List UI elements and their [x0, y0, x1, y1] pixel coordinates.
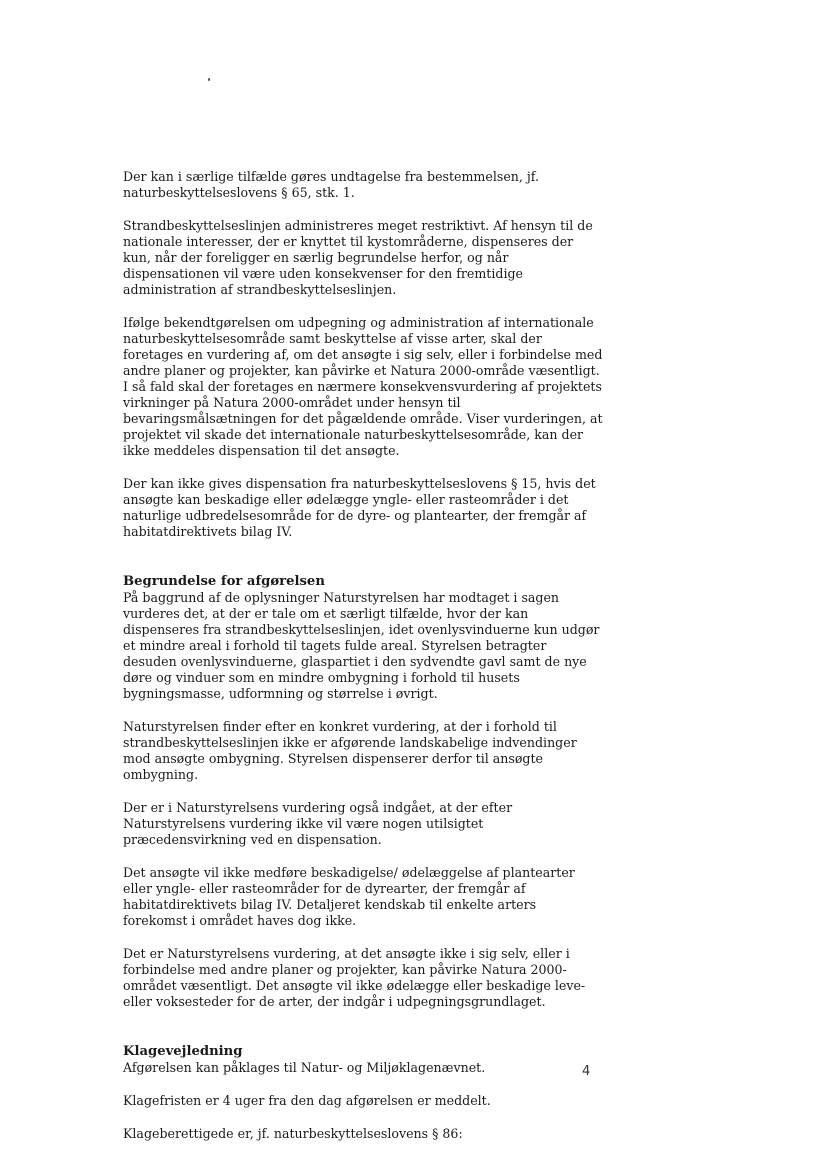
paragraph-klage-3: Klageberettigede er, jf. naturbeskyttelseslovens § 86: [123, 1126, 463, 1141]
paragraph-begrundelse-2: Naturstyrelsen finder efter en konkret vurdering, at der i forhold til strandbeskyttelseslinjen ikke er afgørende landskabelige indvendinger mod ansøgte ombygning. Styrelsen dispenserer derfor til ansøgte ombygning. [123, 719, 577, 782]
scan-speck [208, 78, 210, 81]
section-klagevejledning [123, 1044, 603, 1142]
paragraph-klage-2: Klagefristen er 4 uger fra den dag afgørelsen er meddelt. [123, 1093, 491, 1108]
section-begrundelse [123, 574, 603, 1010]
paragraph-habitat: Der kan ikke gives dispensation fra naturbeskyttelseslovens § 15, hvis det ansøgte kan beskadige eller ødelægge yngle- eller rasteområder i det naturlige udbredelsesområde for de dyre- og plantearter, der fremgår af habitatdirektivets bilag IV. [123, 476, 596, 539]
paragraph-begrundelse-1: På baggrund af de oplysninger Naturstyrelsen har modtaget i sagen vurderes det, at der er tale om et særligt tilfælde, hvor der kan dispenseres fra strandbeskyttelseslinjen, idet ovenlysvinduerne kun udgør et mindre areal i forhold til tagets fulde areal. Styrelsen betragter desuden ovenlysvinduerne, glaspartiet i den sydvendte gavl samt de nye døre og vinduer som en mindre ombygning i forhold til husets bygningsmasse, udformning og størrelse i øvrigt. [123, 590, 600, 701]
paragraph-begrundelse-4: Det ansøgte vil ikke medføre beskadigelse/ ødelæggelse af plantearter eller yngle- eller rasteområder for de dyrearter, der fremgår af habitatdirektivets bilag IV. Detaljeret kendskab til enkelte arters forekomst i området haves dog ikke. [123, 865, 575, 928]
paragraph-klage-1: Afgørelsen kan påklages til Natur- og Miljøklagenævnet. [123, 1060, 486, 1075]
document-body [123, 169, 603, 1159]
paragraph-restrictive: Strandbeskyttelseslinjen administreres meget restriktivt. Af hensyn til de nationale interesser, der er knyttet til kystområderne, dispenseres der kun, når der foreligger en særlig begrundelse herfor, og når dispensationen vil være uden konsekvenser for den fremtidige administration af strandbeskyttelseslinjen. [123, 218, 593, 297]
heading-begrundelse: Begrundelse for afgørelsen [123, 574, 325, 589]
page-number: 4 [582, 1064, 591, 1079]
paragraph-exception: Der kan i særlige tilfælde gøres undtagelse fra bestemmelsen, jf. naturbeskyttelseslovens § 65, stk. 1. [123, 169, 540, 200]
paragraph-begrundelse-3: Der er i Naturstyrelsens vurdering også indgået, at der efter Naturstyrelsens vurdering ikke vil være nogen utilsigtet præcedensvirkning ved en dispensation. [123, 800, 513, 847]
paragraph-natura2000: Ifølge bekendtgørelsen om udpegning og administration af internationale naturbeskyttelsesområde samt beskyttelse af visse arter, skal der foretages en vurdering af, om det ansøgte i sig selv, eller i forbindelse med andre planer og projekter, kan påvirke et Natura 2000-område væsentligt. I så fald skal der foretages en nærmere konsekvensvurdering af projektets virkninger på Natura 2000-området under hensyn til bevaringsmålsætningen for det pågældende område. Viser vurderingen, at projektet vil skade det internationale naturbeskyttelsesområde, kan der ikke meddeles dispensation til det ansøgte. [123, 315, 603, 458]
paragraph-begrundelse-5: Det er Naturstyrelsens vurdering, at det ansøgte ikke i sig selv, eller i forbindelse med andre planer og projekter, kan påvirke Natura 2000-området væsentligt. Det ansøgte vil ikke ødelægge eller beskadige leve- eller voksesteder for de arter, der indgår i udpegningsgrundlaget. [123, 946, 586, 1009]
heading-klagevejledning: Klagevejledning [123, 1044, 243, 1059]
